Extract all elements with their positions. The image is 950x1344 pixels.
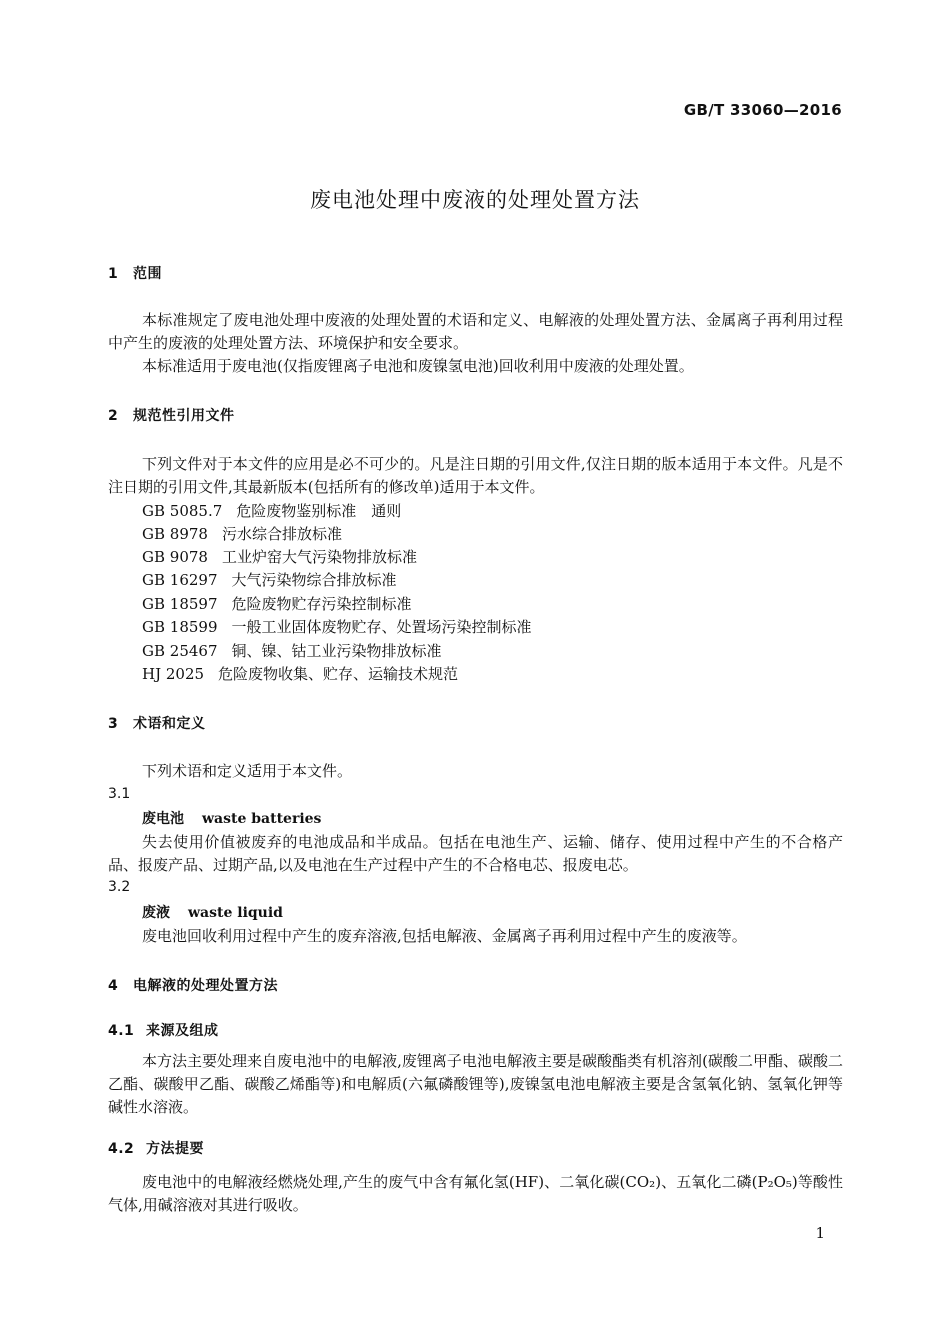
paragraph: 下列文件对于本文件的应用是必不可少的。凡是注日期的引用文件,仅注日期的版本适用于本文件。凡是不注日期的引用文件,其最新版本(包括所有的修改单)适用于本文件。: [108, 455, 843, 496]
reference-code: GB 8978: [142, 525, 208, 543]
reference-name: 污水综合排放标准: [221, 525, 342, 543]
section-number: 1: [108, 266, 119, 282]
page-title: 废电池处理中废液的处理处置方法: [310, 188, 640, 212]
subsection-number: 4.1: [108, 1023, 135, 1039]
reference-name: 工业炉窑大气污染物排放标准: [221, 548, 417, 566]
subsection-number: 4.2: [108, 1141, 135, 1157]
reference-item: [142, 593, 412, 614]
reference-item: [142, 523, 342, 544]
subsection-title: 来源及组成: [146, 1023, 219, 1039]
reference-code: GB 25467: [142, 642, 218, 660]
section-number: 2: [108, 408, 119, 424]
section-title: 范围: [133, 266, 162, 282]
term-entry: [142, 902, 283, 922]
subsection-title: 方法提要: [146, 1141, 204, 1157]
term-en: waste liquid: [188, 905, 283, 921]
subsection-heading-source: [108, 1020, 219, 1040]
term-en: waste batteries: [202, 811, 322, 827]
reference-item: [142, 500, 401, 521]
term-number: 3.1: [108, 786, 131, 802]
reference-code: HJ 2025: [142, 665, 205, 683]
reference-name: 危险废物收集、贮存、运输技术规范: [218, 665, 459, 683]
page-number: 1: [815, 1224, 825, 1242]
paragraph: 本标准适用于废电池(仅指废锂离子电池和废镍氢电池)回收利用中废液的处理处置。: [142, 357, 694, 375]
reference-item: [142, 546, 417, 567]
term-zh: 废电池: [142, 811, 184, 827]
reference-name: 危险废物鉴别标准 通则: [236, 502, 402, 520]
reference-name: 危险废物贮存污染控制标准: [231, 595, 412, 613]
reference-item: [142, 616, 532, 637]
term-definition: 废电池回收利用过程中产生的废弃溶液,包括电解液、金属离子再利用过程中产生的废液等。: [142, 927, 747, 945]
subsection-heading-method: [108, 1138, 204, 1158]
section-heading-scope: [108, 263, 162, 283]
section-heading-terms: [108, 713, 206, 733]
reference-name: 大气污染物综合排放标准: [231, 571, 397, 589]
term-zh: 废液: [142, 905, 170, 921]
section-title: 规范性引用文件: [133, 408, 235, 424]
section-number: 3: [108, 716, 119, 732]
reference-name: 铜、镍、钴工业污染物排放标准: [231, 642, 442, 660]
section-title: 电解液的处理处置方法: [133, 978, 278, 994]
reference-item: [142, 663, 458, 684]
reference-code: GB 16297: [142, 571, 218, 589]
term-number: 3.2: [108, 879, 131, 895]
reference-code: GB 9078: [142, 548, 208, 566]
paragraph: 本标准规定了废电池处理中废液的处理处置的术语和定义、电解液的处理处置方法、金属离子再利用过程中产生的废液的处理处置方法、环境保护和安全要求。: [108, 311, 843, 352]
section-heading-electrolyte: [108, 975, 278, 995]
standard-number: GB/T 33060—2016: [683, 101, 842, 119]
reference-item: [142, 640, 442, 661]
term-entry: [142, 808, 321, 828]
reference-code: GB 5085.7: [142, 502, 223, 520]
paragraph: 废电池中的电解液经燃烧处理,产生的废气中含有氟化氢(HF)、二氧化碳(CO₂)、五氧化二磷(P₂O₅)等酸性气体,用碱溶液对其进行吸收。: [108, 1173, 843, 1214]
reference-code: GB 18599: [142, 618, 218, 636]
reference-code: GB 18597: [142, 595, 218, 613]
paragraph: 本方法主要处理来自废电池中的电解液,废锂离子电池电解液主要是碳酸酯类有机溶剂(碳酸二甲酯、碳酸二乙酯、碳酸甲乙酯、碳酸乙烯酯等)和电解质(六氟磷酸锂等),废镍氢电池电解液主要是含氢氧化钠、氢氧化钾等碱性水溶液。: [108, 1052, 843, 1116]
reference-name: 一般工业固体废物贮存、处置场污染控制标准: [231, 618, 532, 636]
section-heading-normative-references: [108, 405, 235, 425]
reference-item: [142, 569, 397, 590]
section-title: 术语和定义: [133, 716, 206, 732]
term-definition: 失去使用价值被废弃的电池成品和半成品。包括在电池生产、运输、储存、使用过程中产生的不合格产品、报废产品、过期产品,以及电池在生产过程中产生的不合格电芯、报废电芯。: [108, 833, 843, 874]
paragraph: 下列术语和定义适用于本文件。: [142, 762, 353, 780]
section-number: 4: [108, 978, 119, 994]
